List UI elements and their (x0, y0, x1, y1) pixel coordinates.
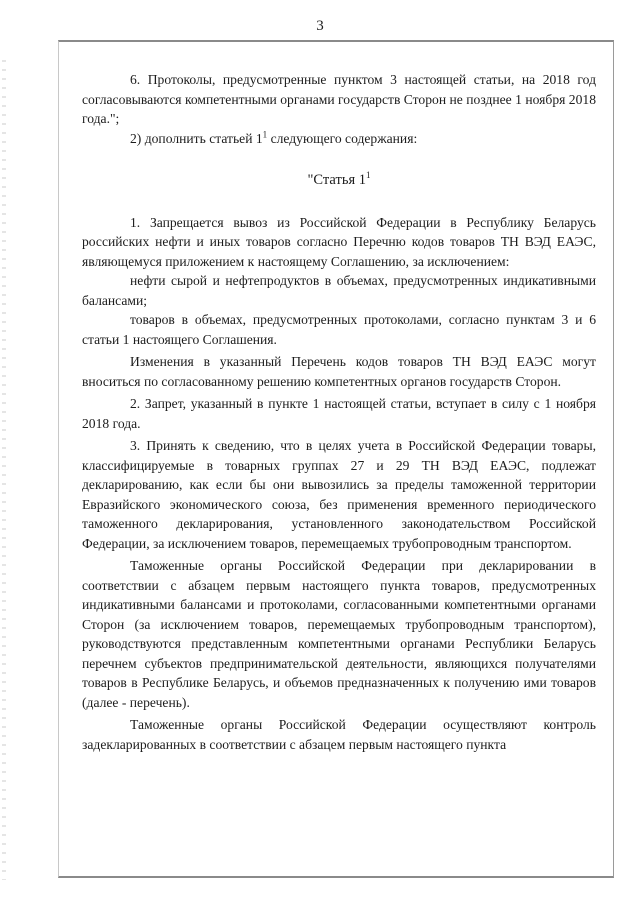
article-heading-sup: 1 (365, 170, 371, 181)
article-paragraph: Изменения в указанный Перечень кодов товаров ТН ВЭД ЕАЭС могут вноситься по согласованному решению компетентных органов государств Сторон. (82, 354, 596, 389)
article-paragraph: Таможенные органы Российской Федерации осуществляют контроль задекларированных в соответствии с абзацем первым настоящего пункта (82, 717, 596, 752)
article-paragraph: 3. Принять к сведению, что в целях учета в Российской Федерации товары, классифицируемые в товарных группах 27 и 29 ТН ВЭД ЕАЭС, подлежат декларированию, как если бы они вывозились за пределы таможенной территории Евразийского экономического союза, без применения временного периодического таможенного декларирования, установленного законодательством Российской Федерации, за исключением товаров, перемещаемых трубопроводным транспортом. (82, 438, 596, 551)
amend-sup: 1 (262, 128, 268, 139)
document-body (82, 70, 596, 754)
amend-text-a: 2) дополнить статьей 1 (130, 130, 263, 146)
amend-text-b: следующего содержания: (267, 130, 418, 146)
page-number: 3 (316, 18, 324, 34)
article-paragraph: 2. Запрет, указанный в пункте 1 настоящей статьи, вступает в силу с 1 ноября 2018 года. (82, 396, 596, 431)
scan-edge-marks (2, 60, 6, 880)
article-heading-text: "Статья 1 (307, 172, 366, 188)
article-paragraph: нефти сырой и нефтепродуктов в объемах, предусмотренных индикативными балансами; (82, 273, 596, 308)
article-heading (82, 171, 596, 191)
article-paragraph: Таможенные органы Российской Федерации при декларировании в соответствии с абзацем первым настоящего пункта товаров, предусмотренных индикативными балансами и протоколами, согласованными компетентными органами Сторон (за исключением товаров, перемещаемых трубопроводным транспортом), руководствуются представленным компетентными органами Республики Беларусь перечнем субъектов предпринимательской деятельности, являющихся получателями товаров в Республике Беларусь, и объемов предназначенных к получению ими товаров (далее - перечень). (82, 558, 596, 710)
paragraph-amend (82, 129, 596, 149)
paragraph-protocols: 6. Протоколы, предусмотренные пунктом 3 настоящей статьи, на 2018 год согласовываются компетентными органами государств Сторон не позднее 1 ноября 2018 года."; (82, 72, 596, 126)
article-paragraph: 1. Запрещается вывоз из Российской Федерации в Республику Беларусь российских нефти и иных товаров согласно Перечню кодов товаров ТН ВЭД ЕАЭС, являющемуся приложением к настоящему Соглашению, за исключением: (82, 214, 596, 269)
article-paragraph: товаров в объемах, предусмотренных протоколами, согласно пунктам 3 и 6 статьи 1 настоящего Соглашения. (82, 312, 596, 347)
